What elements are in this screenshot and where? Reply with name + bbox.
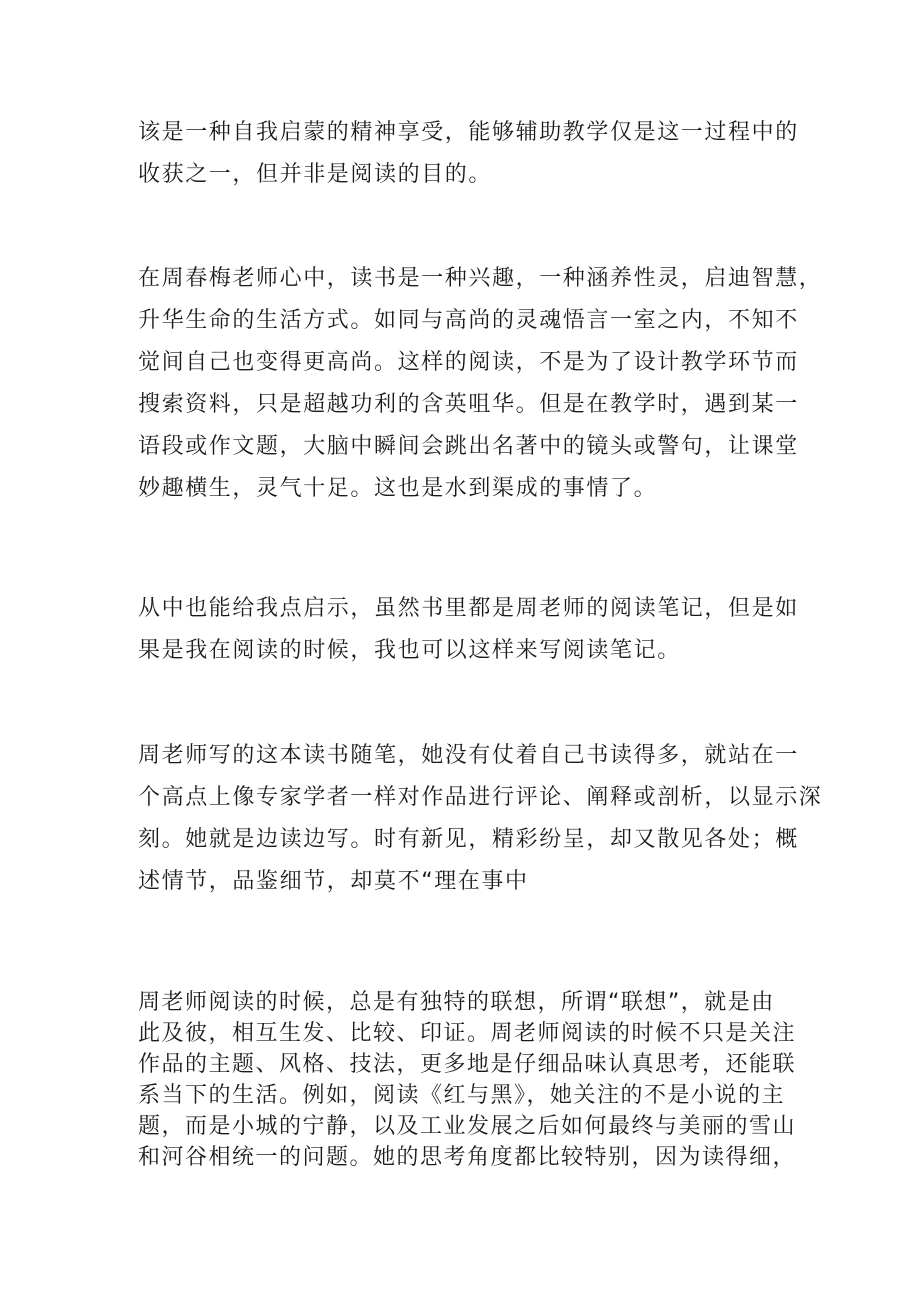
paragraph-4 xyxy=(138,735,823,903)
paragraph-line: 语段或作文题，大脑中瞬间会跳出名著中的镜头或警句，让课堂 xyxy=(138,434,799,459)
paragraph-line: 和河谷相统一的问题。她的思考角度都比较特别，因为读得细， xyxy=(138,1145,797,1170)
paragraph-line: 周老师写的这本读书随笔，她没有仗着自己书读得多，就站在一 xyxy=(138,743,799,768)
paragraph-line: 述情节，品鉴细节，却莫不“理在事中 xyxy=(138,869,529,894)
paragraph-line: 在周春梅老师心中，读书是一种兴趣，一种涵养性灵，启迪智慧， xyxy=(138,266,823,291)
paragraph-5 xyxy=(138,987,808,1173)
paragraph-line: 此及彼，相互生发、比较、印证。周老师阅读的时候不只是关注 xyxy=(138,1021,797,1046)
paragraph-line: 刻。她就是边读边写。时有新见，精彩纷呈，却又散见各处；概 xyxy=(138,827,799,852)
paragraph-1 xyxy=(138,112,808,196)
paragraph-line: 觉间自己也变得更高尚。这样的阅读，不是为了设计教学环节而 xyxy=(138,350,799,375)
paragraph-line: 妙趣横生，灵气十足。这也是水到渠成的事情了。 xyxy=(138,476,658,501)
paragraph-line: 升华生命的生活方式。如同与高尚的灵魂悟言一室之内，不知不 xyxy=(138,308,799,333)
paragraph-line: 系当下的生活。例如，阅读《红与黑》，她关注的不是小说的主 xyxy=(138,1083,786,1108)
paragraph-line: 作品的主题、风格、技法，更多地是仔细品味认真思考，还能联 xyxy=(138,1052,797,1077)
paragraph-line: 题，而是小城的宁静，以及工业发展之后如何最终与美丽的雪山 xyxy=(138,1114,797,1139)
paragraph-line: 该是一种自我启蒙的精神享受，能够辅助教学仅是这一过程中的 xyxy=(138,120,799,145)
paragraph-line: 收获之一，但并非是阅读的目的。 xyxy=(138,162,493,187)
paragraph-line: 个高点上像专家学者一样对作品进行评论、阐释或剖析，以显示深 xyxy=(138,785,823,810)
paragraph-line: 周老师阅读的时候，总是有独特的联想，所谓“联想”，就是由 xyxy=(138,990,775,1015)
paragraph-line: 果是我在阅读的时候，我也可以这样来写阅读笔记。 xyxy=(138,638,681,663)
paragraph-line: 搜索资料，只是超越功利的含英咀华。但是在教学时，遇到某一 xyxy=(138,392,799,417)
paragraph-3 xyxy=(138,588,808,672)
paragraph-2 xyxy=(138,258,823,510)
paragraph-line: 从中也能给我点启示，虽然书里都是周老师的阅读笔记，但是如 xyxy=(138,596,799,621)
